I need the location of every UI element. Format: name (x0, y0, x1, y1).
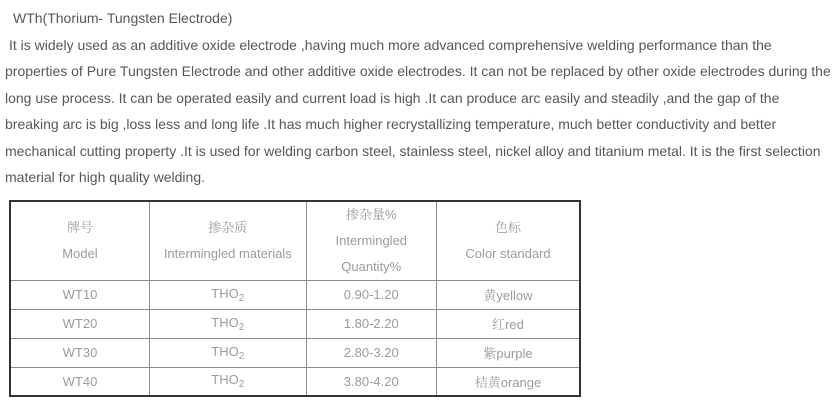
cell-color: 红red (436, 309, 580, 338)
header-model-zh: 牌号 (66, 219, 93, 235)
cell-quantity: 0.90-1.20 (306, 280, 436, 309)
table-header-row (10, 201, 580, 281)
cell-quantity: 1.80-2.20 (306, 309, 436, 338)
header-material-en: Intermingled materials (163, 245, 292, 261)
material-formula: THO (211, 314, 239, 330)
table-row (10, 338, 580, 367)
material-formula-subscript: 2 (238, 292, 245, 304)
cell-quantity: 2.80-3.20 (306, 338, 436, 367)
header-color-standard-zh: 色标 (494, 219, 521, 235)
cell-color: 黄yellow (436, 280, 580, 309)
header-model-en: Model (62, 245, 98, 261)
header-color-standard (436, 201, 580, 281)
header-material-zh: 掺杂质 (208, 219, 248, 235)
table-row (10, 309, 580, 338)
cell-material (149, 367, 306, 396)
table-row (10, 367, 580, 396)
cell-model: WT10 (10, 280, 149, 309)
material-formula-subscript: 2 (238, 379, 245, 391)
material-formula: THO (211, 285, 239, 301)
header-color-standard-en: Color standard (465, 245, 551, 261)
material-formula-subscript: 2 (238, 321, 245, 333)
cell-color: 紫purple (436, 338, 580, 367)
cell-model: WT30 (10, 338, 149, 367)
header-quantity-zh: 掺杂量% (345, 206, 397, 222)
cell-model: WT40 (10, 367, 149, 396)
header-quantity-en-line1: Intermingled (335, 232, 408, 248)
electrode-spec-table (9, 200, 581, 398)
material-formula: THO (211, 343, 239, 359)
cell-material (149, 309, 306, 338)
header-quantity-en-line2: Quantity% (341, 258, 402, 274)
cell-color: 桔黄orange (436, 367, 580, 396)
cell-model: WT20 (10, 309, 149, 338)
header-quantity (306, 201, 436, 281)
cell-material (149, 280, 306, 309)
page-title: WTh(Thorium- Tungsten Electrode) (13, 10, 233, 26)
header-model (10, 201, 149, 281)
header-material (149, 201, 306, 281)
material-formula: THO (211, 372, 239, 388)
intro-paragraph: It is widely used as an additive oxide electrode ,having much more advanced comprehensive welding performance than the properties of Pure Tungsten Electrode and other additive oxide electrodes. It can not be replaced by other oxide electrodes during the long use process. It can be operated easily and current load is high .It can produce arc easily and steadily ,and the gap of the breaking arc is big ,loss less and long life .It has much higher recrystallizing temperature, much better conductivity and better mechanical cutting property .It is used for welding carbon steel, stainless steel, nickel alloy and titanium metal. It is the first selection material for high quality welding. (5, 36, 831, 185)
cell-quantity: 3.80-4.20 (306, 367, 436, 396)
cell-material (149, 338, 306, 367)
material-formula-subscript: 2 (238, 350, 245, 362)
table-row (10, 280, 580, 309)
